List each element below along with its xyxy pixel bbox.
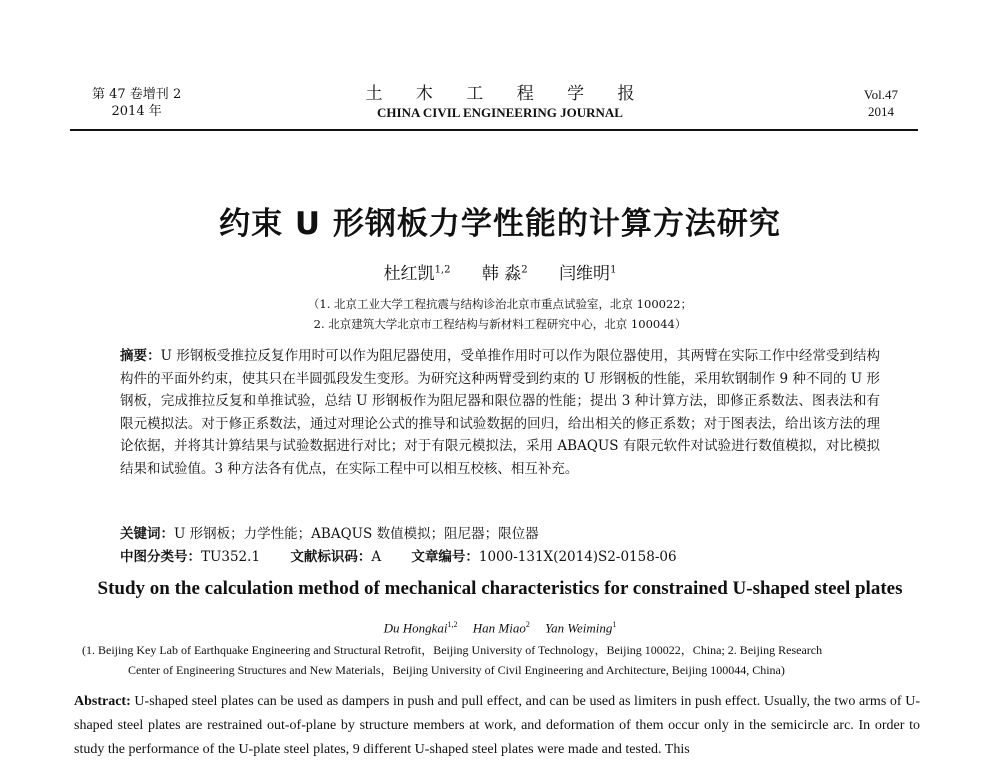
keywords-cn-text: U 形钢板；力学性能；ABAQUS 数值模拟；阻尼器；限位器	[174, 526, 539, 542]
journal-name-en: CHINA CIVIL ENGINEERING JOURNAL	[377, 105, 623, 120]
author-en: Du Hongkai	[383, 620, 448, 636]
abstract-cn-label: 摘要：	[120, 348, 161, 364]
header-divider	[70, 129, 918, 131]
author-affiliation-mark: 2	[525, 620, 530, 629]
abstract-en-label: Abstract:	[74, 694, 131, 709]
issue-volume: 第 47 卷增刊 2	[92, 87, 182, 102]
author-affiliation-mark: 1,2	[434, 264, 451, 276]
author-en: Yan Weiming	[545, 620, 613, 636]
affiliations-en	[82, 640, 922, 680]
volume-number: Vol.47	[863, 87, 898, 102]
author-cn: 杜红凯	[383, 264, 435, 284]
journal-issue	[92, 86, 181, 120]
article-number-label: 文章编号：	[411, 549, 479, 565]
abstract-cn	[120, 345, 880, 480]
affiliations-cn	[0, 294, 1000, 334]
doc-code-label: 文献标识码：	[290, 549, 372, 565]
volume-year: 2014	[867, 104, 894, 119]
keywords-cn	[120, 522, 539, 542]
authors-en	[0, 620, 1000, 636]
author-cn: 闫维明	[559, 264, 611, 284]
abstract-en	[74, 690, 920, 762]
keywords-cn-label: 关键词：	[120, 526, 174, 542]
abstract-cn-text: U 形钢板受推拉反复作用时可以作为阻尼器使用，受单推作用时可以作为限位器使用，其两臂在实际工作中经常受到结构构件的平面外约束，使其只在半圆弧段发生变形。为研究这种两臂受到约束的 U 形钢板的性能，采用软钢制作 9 种不同的 U 形钢板，完成推拉反复和单推试验，总结 U 形钢板作为阻尼器和限位器的性能；提出 3 种计算方法，即修正系数法、图表法和有限元模拟法。对于修正系数法，通过对理论公式的推导和试验数据的回归，给出相关的修正系数；对于图表法，给出该方法的理论依据，并将其计算结果与试验数据进行对比；对于有限元模拟法，采用 ABAQUS 有限元软件对试验进行数值模拟，对比模拟结果和试验值。3 种方法各有优点，在实际工程中可以相互校核、相互补充。	[120, 348, 881, 477]
author-cn: 韩 淼	[481, 264, 522, 284]
author-en: Han Miao	[472, 620, 526, 636]
author-affiliation-mark: 1	[610, 264, 617, 276]
journal-volume	[864, 86, 898, 120]
author-affiliation-mark: 1	[612, 620, 617, 629]
article-number-value: 1000-131X(2014)S2-0158-06	[478, 549, 677, 565]
authors-cn	[0, 259, 1000, 284]
journal-name	[320, 84, 680, 121]
clc-label: 中图分类号：	[120, 549, 201, 565]
affiliation-cn-line: 2. 北京建筑大学北京市工程结构与新材料工程研究中心，北京 100044）	[313, 317, 687, 331]
author-affiliation-mark: 2	[521, 264, 528, 276]
issue-year: 2014 年	[111, 104, 162, 119]
affiliation-cn-line: （1. 北京工业大学工程抗震与结构诊治北京市重点试验室，北京 100022；	[307, 297, 693, 311]
clc-value: TU352.1	[201, 549, 261, 565]
classification-line	[120, 545, 703, 565]
affiliation-en-line: Center of Engineering Structures and New Materials，Beijing University of Civil Engineering and Architecture, Beijing 100044, China)	[128, 663, 785, 677]
doc-code-value: A	[371, 549, 382, 565]
paper-title-en: Study on the calculation method of mechanical characteristics for constrained U-shaped steel plates	[97, 578, 903, 599]
abstract-en-text: U-shaped steel plates can be used as dampers in push and pull effect, and can be used as limiters in push effect. Usually, the two arms of U-shaped steel plates are restrained out-of-plane by structure members at work, and deformation of them occur only in the semicircle arc. In order to study the performance of the U-plate steel plates, 9 different U-shaped steel plates were made and tested. This	[74, 694, 921, 757]
affiliation-en-line: (1. Beijing Key Lab of Earthquake Engineering and Structural Retrofit，Beijing University of Technology，Beijing 100022，China; 2. Beijing Research	[82, 643, 823, 657]
journal-name-cn: 土 木 工 程 学 报	[365, 84, 649, 104]
author-affiliation-mark: 1,2	[447, 620, 458, 629]
paper-title-cn: 约束 U 形钢板力学性能的计算方法研究	[219, 206, 781, 242]
